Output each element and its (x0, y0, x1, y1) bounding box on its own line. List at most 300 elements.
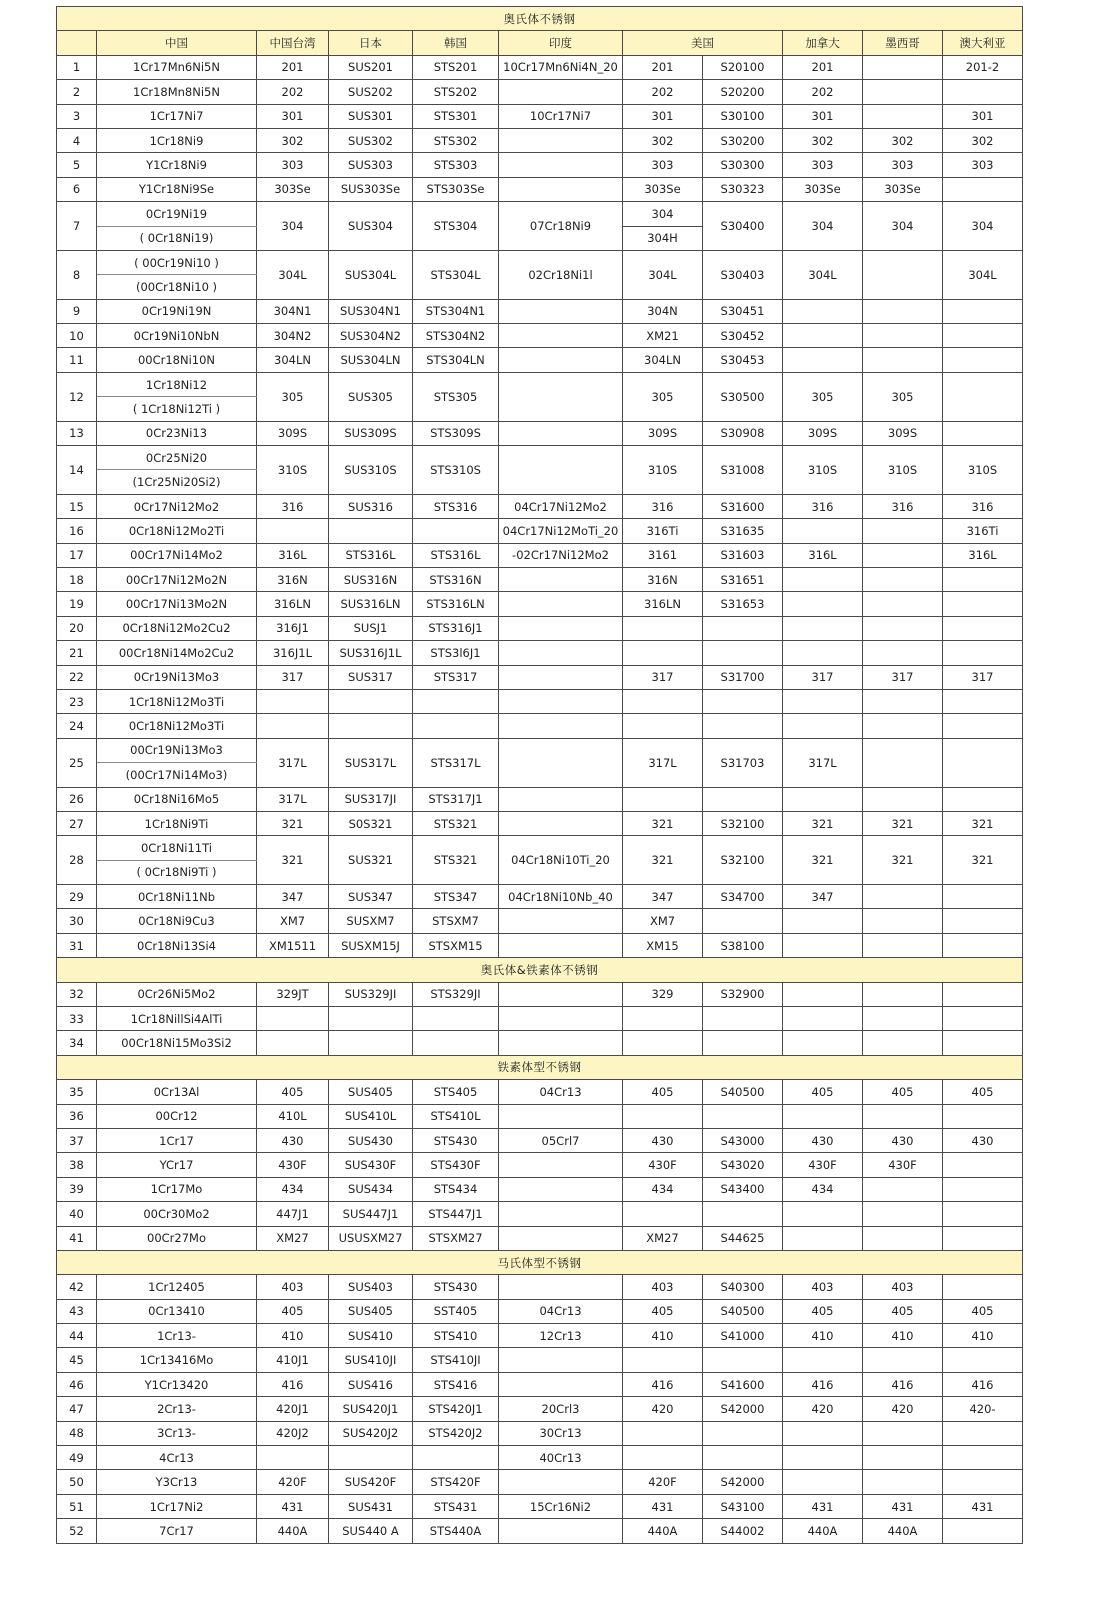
mexico-cell: 310S (863, 446, 943, 495)
usa-cell: 430F (623, 1153, 703, 1177)
australia-cell: 304 (943, 202, 1023, 251)
header-japan: 日本 (329, 31, 413, 55)
china-cell: 00Cr17Ni13Mo2N (97, 592, 257, 616)
china-cell: 0Cr18Ni13Si4 (97, 933, 257, 957)
china-cell: 1Cr12405 (97, 1275, 257, 1299)
taiwan-cell: 405 (257, 1299, 329, 1323)
row-number: 23 (57, 689, 97, 713)
japan-cell: SUS303 (329, 153, 413, 177)
usa-cell: XM7 (623, 909, 703, 933)
table-row (57, 592, 1023, 616)
australia-cell (943, 641, 1023, 665)
japan-cell: SUS304N1 (329, 299, 413, 323)
usa-cell: 304L (623, 250, 703, 299)
usa-cell: 317 (623, 665, 703, 689)
header-mexico: 墨西哥 (863, 31, 943, 55)
australia-cell (943, 982, 1023, 1006)
usa-uns-cell: S30403 (703, 250, 783, 299)
korea-cell: STS430 (413, 1128, 499, 1152)
china-cell: Y1Cr13420 (97, 1372, 257, 1396)
korea-cell: STS321 (413, 811, 499, 835)
taiwan-cell: 316N (257, 567, 329, 591)
usa-uns-cell: S32100 (703, 811, 783, 835)
table-row (57, 1421, 1023, 1445)
taiwan-cell: 317L (257, 738, 329, 787)
table-row (57, 689, 1023, 713)
japan-cell: SUS305 (329, 372, 413, 421)
table-row (57, 1104, 1023, 1128)
taiwan-cell (257, 689, 329, 713)
usa-uns-cell: S44625 (703, 1226, 783, 1250)
mexico-cell: 416 (863, 1372, 943, 1396)
taiwan-cell: 305 (257, 372, 329, 421)
korea-cell: STS447J1 (413, 1202, 499, 1226)
usa-cell: 304N (623, 299, 703, 323)
row-number: 36 (57, 1104, 97, 1128)
usa-uns-cell: S42000 (703, 1397, 783, 1421)
taiwan-cell: 304 (257, 202, 329, 251)
korea-cell: STS317J1 (413, 787, 499, 811)
row-number: 18 (57, 567, 97, 591)
china-cell: 1Cr18Ni12Mo3Ti (97, 689, 257, 713)
table-row (57, 372, 1023, 396)
china-cell: 1Cr17Mn6Ni5N (97, 55, 257, 79)
table-row (57, 787, 1023, 811)
china-cell: 4Cr13 (97, 1446, 257, 1470)
canada-cell: 201 (783, 55, 863, 79)
australia-cell (943, 787, 1023, 811)
table-row (57, 543, 1023, 567)
japan-cell: SUS410JI (329, 1348, 413, 1372)
usa-uns-cell: S43100 (703, 1494, 783, 1518)
australia-cell: 201-2 (943, 55, 1023, 79)
australia-cell: 405 (943, 1299, 1023, 1323)
japan-cell: SUS316 (329, 494, 413, 518)
mexico-cell (863, 714, 943, 738)
usa-uns-cell: S41000 (703, 1324, 783, 1348)
table-row (57, 616, 1023, 640)
korea-cell: STS347 (413, 885, 499, 909)
section-header-row (57, 7, 1023, 31)
taiwan-cell: 202 (257, 80, 329, 104)
china-cell: 0Cr18Ni12Mo2Cu2 (97, 616, 257, 640)
korea-cell: STS317L (413, 738, 499, 787)
usa-cell (623, 1031, 703, 1055)
japan-cell: SUSXM15J (329, 933, 413, 957)
korea-cell: STS202 (413, 80, 499, 104)
india-cell (499, 641, 623, 665)
korea-cell (413, 1446, 499, 1470)
canada-cell: 302 (783, 128, 863, 152)
row-number: 45 (57, 1348, 97, 1372)
australia-cell (943, 348, 1023, 372)
china-cell: 00Cr12 (97, 1104, 257, 1128)
japan-cell: SUS410 (329, 1324, 413, 1348)
china-cell: 1Cr18Ni9Ti (97, 811, 257, 835)
mexico-cell: 405 (863, 1080, 943, 1104)
usa-cell: 316N (623, 567, 703, 591)
taiwan-cell: 440A (257, 1519, 329, 1543)
korea-cell: STS410JI (413, 1348, 499, 1372)
mexico-cell: 403 (863, 1275, 943, 1299)
table-row (57, 1372, 1023, 1396)
mexico-cell: 410 (863, 1324, 943, 1348)
usa-uns-cell: S42000 (703, 1470, 783, 1494)
usa-cell: 416 (623, 1372, 703, 1396)
usa-cell: 303Se (623, 177, 703, 201)
row-number: 41 (57, 1226, 97, 1250)
canada-cell: 347 (783, 885, 863, 909)
table-row (57, 324, 1023, 348)
usa-uns-cell: S44002 (703, 1519, 783, 1543)
mexico-cell (863, 1226, 943, 1250)
china-cell: 0Cr19Ni10NbN (97, 324, 257, 348)
table-row (57, 1177, 1023, 1201)
canada-cell: 321 (783, 811, 863, 835)
usa-uns-cell: S30200 (703, 128, 783, 152)
table-row (57, 1202, 1023, 1226)
australia-cell (943, 324, 1023, 348)
china-cell-alt: ( 0Cr18Ni19) (97, 226, 257, 250)
canada-cell (783, 567, 863, 591)
usa-cell: XM15 (623, 933, 703, 957)
canada-cell (783, 1421, 863, 1445)
japan-cell: SUS310S (329, 446, 413, 495)
china-cell: 00Cr18Ni10N (97, 348, 257, 372)
india-cell (499, 714, 623, 738)
china-cell: 1Cr18Ni12 (97, 372, 257, 396)
china-cell: 1Cr17Mo (97, 1177, 257, 1201)
usa-uns-cell: S31653 (703, 592, 783, 616)
usa-cell: 317L (623, 738, 703, 787)
australia-cell (943, 1421, 1023, 1445)
taiwan-cell: 316L (257, 543, 329, 567)
australia-cell (943, 1007, 1023, 1031)
india-cell (499, 689, 623, 713)
section-title: 奥氏体&铁素体不锈钢 (57, 958, 1023, 982)
canada-cell: 309S (783, 421, 863, 445)
row-number: 47 (57, 1397, 97, 1421)
japan-cell: SUS405 (329, 1299, 413, 1323)
mexico-cell (863, 909, 943, 933)
india-cell: 04Cr17Ni12Mo2 (499, 494, 623, 518)
taiwan-cell (257, 1007, 329, 1031)
table-row (57, 446, 1023, 470)
korea-cell (413, 1007, 499, 1031)
mexico-cell: 321 (863, 836, 943, 885)
canada-cell: 305 (783, 372, 863, 421)
usa-cell: 440A (623, 1519, 703, 1543)
usa-uns-cell: S30400 (703, 202, 783, 251)
china-cell: 00Cr18Ni14Mo2Cu2 (97, 641, 257, 665)
india-cell (499, 811, 623, 835)
australia-cell: 316L (943, 543, 1023, 567)
korea-cell: STSXM7 (413, 909, 499, 933)
table-row (57, 665, 1023, 689)
australia-cell: 316 (943, 494, 1023, 518)
usa-cell: 201 (623, 55, 703, 79)
taiwan-cell: 403 (257, 1275, 329, 1299)
taiwan-cell: 304N1 (257, 299, 329, 323)
china-cell-alt: ( 0Cr18Ni9Ti ) (97, 860, 257, 884)
taiwan-cell: 304N2 (257, 324, 329, 348)
mexico-cell (863, 1348, 943, 1372)
japan-cell: SUS303Se (329, 177, 413, 201)
usa-uns-cell (703, 1202, 783, 1226)
korea-cell (413, 689, 499, 713)
usa-uns-cell: S31651 (703, 567, 783, 591)
india-cell: 02Cr18Ni1l (499, 250, 623, 299)
taiwan-cell: 329JT (257, 982, 329, 1006)
australia-cell: 321 (943, 836, 1023, 885)
mexico-cell (863, 738, 943, 787)
china-cell-alt: (1Cr25Ni20Si2) (97, 470, 257, 494)
korea-cell: STS305 (413, 372, 499, 421)
mexico-cell (863, 1446, 943, 1470)
india-cell: 04Cr18Ni10Ti_20 (499, 836, 623, 885)
india-cell (499, 592, 623, 616)
header-taiwan: 中国台湾 (257, 31, 329, 55)
canada-cell: 202 (783, 80, 863, 104)
canada-cell: 434 (783, 1177, 863, 1201)
row-number: 13 (57, 421, 97, 445)
row-number: 9 (57, 299, 97, 323)
india-cell (499, 616, 623, 640)
japan-cell: USUSXM27 (329, 1226, 413, 1250)
japan-cell: SUS405 (329, 1080, 413, 1104)
china-cell: 00Cr30Mo2 (97, 1202, 257, 1226)
korea-cell: STS316LN (413, 592, 499, 616)
china-cell: 0Cr18Ni12Mo3Ti (97, 714, 257, 738)
mexico-cell (863, 543, 943, 567)
taiwan-cell: 447J1 (257, 1202, 329, 1226)
india-cell (499, 80, 623, 104)
japan-cell: SUS316N (329, 567, 413, 591)
korea-cell: STS316J1 (413, 616, 499, 640)
india-cell (499, 1470, 623, 1494)
india-cell: 20Crl3 (499, 1397, 623, 1421)
korea-cell: STS420J2 (413, 1421, 499, 1445)
india-cell (499, 738, 623, 787)
canada-cell: 403 (783, 1275, 863, 1299)
mexico-cell (863, 299, 943, 323)
korea-cell: STS301 (413, 104, 499, 128)
usa-cell: 303 (623, 153, 703, 177)
taiwan-cell: 303 (257, 153, 329, 177)
row-number: 31 (57, 933, 97, 957)
korea-cell: STS304L (413, 250, 499, 299)
table-row (57, 1226, 1023, 1250)
india-cell (499, 299, 623, 323)
usa-uns-cell: S40500 (703, 1080, 783, 1104)
taiwan-cell: 347 (257, 885, 329, 909)
korea-cell: STS410 (413, 1324, 499, 1348)
japan-cell: SUS317JI (329, 787, 413, 811)
mexico-cell: 309S (863, 421, 943, 445)
taiwan-cell (257, 1031, 329, 1055)
row-number: 22 (57, 665, 97, 689)
china-cell: Y1Cr18Ni9 (97, 153, 257, 177)
usa-uns-cell: S30453 (703, 348, 783, 372)
row-number: 35 (57, 1080, 97, 1104)
korea-cell: STS303 (413, 153, 499, 177)
steel-grade-table (56, 6, 1023, 1544)
japan-cell: SUS431 (329, 1494, 413, 1518)
australia-cell (943, 592, 1023, 616)
japan-cell: SUS403 (329, 1275, 413, 1299)
taiwan-cell (257, 1446, 329, 1470)
mexico-cell (863, 1470, 943, 1494)
usa-uns-cell (703, 787, 783, 811)
india-cell: 04Cr13 (499, 1299, 623, 1323)
table-row (57, 1397, 1023, 1421)
row-number: 10 (57, 324, 97, 348)
china-cell: 0Cr18Ni11Nb (97, 885, 257, 909)
china-cell: 2Cr13- (97, 1397, 257, 1421)
mexico-cell (863, 982, 943, 1006)
usa-cell: 321 (623, 836, 703, 885)
japan-cell: SUSJ1 (329, 616, 413, 640)
korea-cell: STS321 (413, 836, 499, 885)
canada-cell: 405 (783, 1299, 863, 1323)
taiwan-cell: 430 (257, 1128, 329, 1152)
taiwan-cell: 431 (257, 1494, 329, 1518)
australia-cell (943, 80, 1023, 104)
taiwan-cell: 321 (257, 811, 329, 835)
china-cell: 7Cr17 (97, 1519, 257, 1543)
section-title: 奥氏体不锈钢 (57, 7, 1023, 31)
india-cell: 07Cr18Ni9 (499, 202, 623, 251)
australia-cell (943, 1202, 1023, 1226)
mexico-cell: 420 (863, 1397, 943, 1421)
china-cell: 0Cr18Ni11Ti (97, 836, 257, 860)
row-number: 43 (57, 1299, 97, 1323)
india-cell (499, 1007, 623, 1031)
korea-cell: STS431 (413, 1494, 499, 1518)
china-cell-alt: ( 1Cr18Ni12Ti ) (97, 397, 257, 421)
australia-cell (943, 714, 1023, 738)
taiwan-cell: 430F (257, 1153, 329, 1177)
mexico-cell (863, 250, 943, 299)
japan-cell: SUS317L (329, 738, 413, 787)
korea-cell (413, 1031, 499, 1055)
table-row (57, 1494, 1023, 1518)
table-row (57, 1007, 1023, 1031)
india-cell: 04Cr18Ni10Nb_40 (499, 885, 623, 909)
canada-cell: 310S (783, 446, 863, 495)
mexico-cell (863, 641, 943, 665)
row-number: 37 (57, 1128, 97, 1152)
usa-cell (623, 1202, 703, 1226)
usa-uns-cell: S41600 (703, 1372, 783, 1396)
table-row (57, 1324, 1023, 1348)
mexico-cell (863, 55, 943, 79)
india-cell: 30Cr13 (499, 1421, 623, 1445)
india-cell: 04Cr13 (499, 1080, 623, 1104)
row-number: 39 (57, 1177, 97, 1201)
australia-cell (943, 885, 1023, 909)
mexico-cell (863, 1202, 943, 1226)
india-cell (499, 1104, 623, 1128)
japan-cell: SUS430 (329, 1128, 413, 1152)
korea-cell: STS316N (413, 567, 499, 591)
india-cell (499, 665, 623, 689)
taiwan-cell: 304L (257, 250, 329, 299)
taiwan-cell: 317L (257, 787, 329, 811)
table-row (57, 714, 1023, 738)
taiwan-cell: 410L (257, 1104, 329, 1128)
canada-cell: 430F (783, 1153, 863, 1177)
taiwan-cell: 309S (257, 421, 329, 445)
canada-cell: 431 (783, 1494, 863, 1518)
row-number: 24 (57, 714, 97, 738)
china-cell: 1Cr18Mn8Ni5N (97, 80, 257, 104)
row-number: 14 (57, 446, 97, 495)
usa-cell: 310S (623, 446, 703, 495)
usa-uns-cell: S30452 (703, 324, 783, 348)
taiwan-cell (257, 714, 329, 738)
mexico-cell (863, 1007, 943, 1031)
row-number: 50 (57, 1470, 97, 1494)
taiwan-cell: 317 (257, 665, 329, 689)
row-number: 30 (57, 909, 97, 933)
japan-cell: SUS309S (329, 421, 413, 445)
india-cell (499, 1275, 623, 1299)
usa-cell: 431 (623, 1494, 703, 1518)
canada-cell: 410 (783, 1324, 863, 1348)
usa-cell (623, 1007, 703, 1031)
canada-cell (783, 787, 863, 811)
mexico-cell (863, 519, 943, 543)
canada-cell: 317L (783, 738, 863, 787)
row-number: 46 (57, 1372, 97, 1396)
usa-cell (623, 641, 703, 665)
row-number: 27 (57, 811, 97, 835)
usa-cell-alt: 304H (623, 226, 703, 250)
india-cell (499, 787, 623, 811)
canada-cell (783, 641, 863, 665)
korea-cell: STS310S (413, 446, 499, 495)
row-number: 5 (57, 153, 97, 177)
usa-uns-cell (703, 641, 783, 665)
canada-cell (783, 592, 863, 616)
row-number: 42 (57, 1275, 97, 1299)
korea-cell: STS410L (413, 1104, 499, 1128)
india-cell (499, 1348, 623, 1372)
canada-cell: 440A (783, 1519, 863, 1543)
australia-cell (943, 372, 1023, 421)
australia-cell (943, 616, 1023, 640)
usa-cell: 329 (623, 982, 703, 1006)
korea-cell: STS420F (413, 1470, 499, 1494)
table-row (57, 836, 1023, 860)
table-row (57, 494, 1023, 518)
india-cell (499, 1153, 623, 1177)
india-cell: 12Cr13 (499, 1324, 623, 1348)
korea-cell: STS304N1 (413, 299, 499, 323)
row-number: 33 (57, 1007, 97, 1031)
row-number: 25 (57, 738, 97, 787)
mexico-cell (863, 1104, 943, 1128)
canada-cell: 321 (783, 836, 863, 885)
taiwan-cell: 410 (257, 1324, 329, 1348)
india-cell (499, 348, 623, 372)
australia-cell: 301 (943, 104, 1023, 128)
china-cell: 00Cr17Ni12Mo2N (97, 567, 257, 591)
mexico-cell (863, 689, 943, 713)
header-india: 印度 (499, 31, 623, 55)
australia-cell (943, 1104, 1023, 1128)
